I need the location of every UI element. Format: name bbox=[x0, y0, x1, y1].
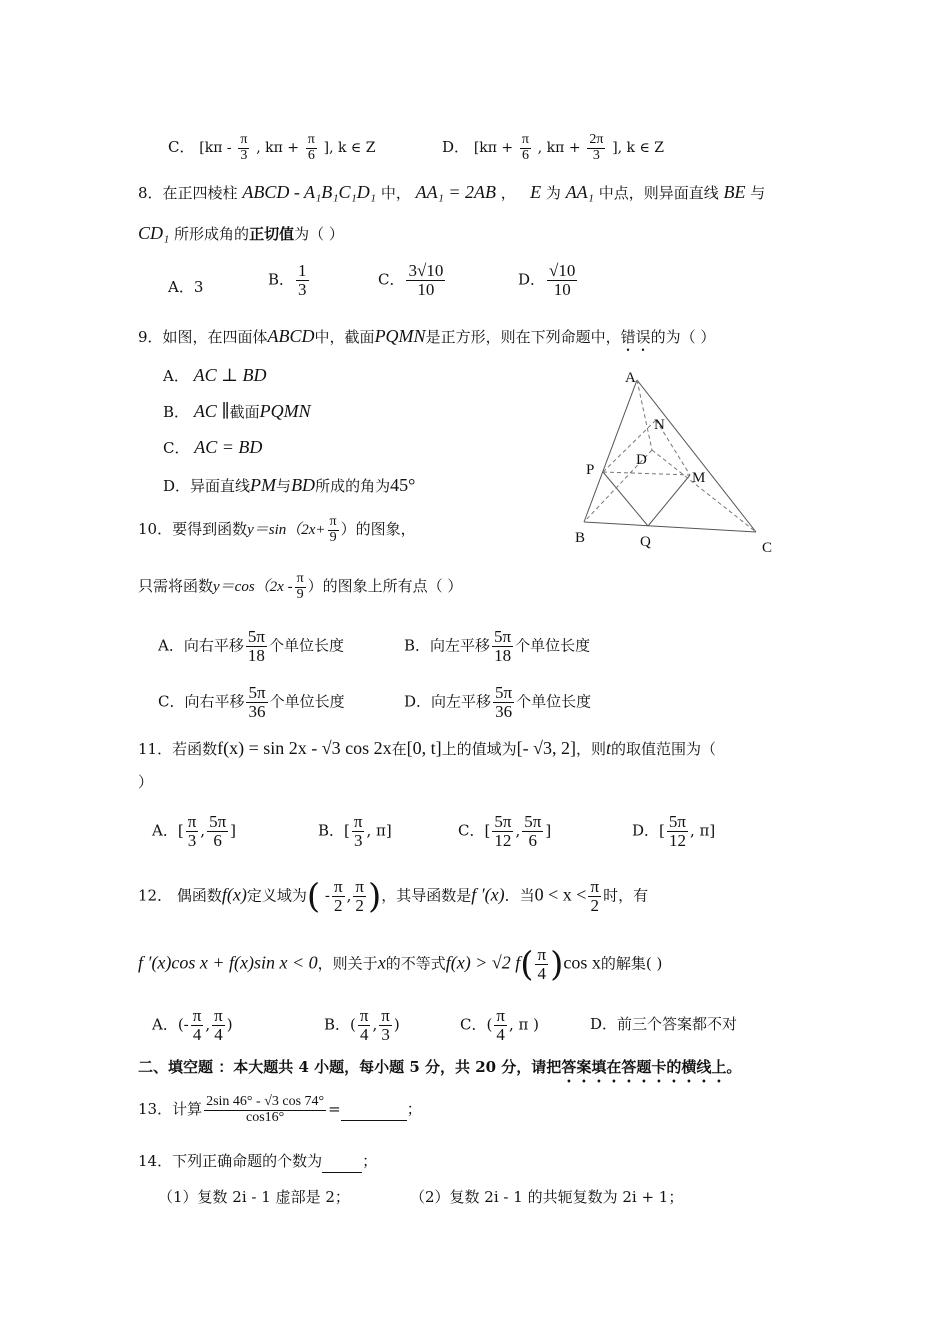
q8-stem-line1: 8．在正四棱柱 ABCD - A₁B₁C₁D₁ 中， AA₁ = 2AB ， E 为 AA₁ 中点，则异面直线 BE 与 bbox=[138, 182, 766, 202]
q9-stem: 9．如图，在四面体ABCD中，截面PQMN是正方形，则在下列命题中，错误的为（ ） bbox=[138, 326, 716, 346]
q9-option-b: B． AC ∥截面PQMN bbox=[163, 401, 311, 421]
q7-option-d: D． [kπ + $\frac{\pi}{6}$ , kπ + $\frac{2\pi}{3}$ ], k ∈ Z bbox=[442, 132, 665, 163]
q11-stem: 11．若函数f(x) = sin 2x - √3 cos 2x在[0, t]上的值域为[- √3, 2]，则t的取值范围为（ bbox=[138, 738, 717, 758]
point-label-m: M bbox=[692, 470, 706, 486]
q11-option-d: D．[ $\frac{5\pi}{12}$ , π] bbox=[632, 812, 716, 850]
q11-stem-tail: ） bbox=[138, 773, 154, 791]
q12-stem-line2: f ′(x)cos x + f(x)sin x < 0，则关于x的不等式f(x) > √2 f( $\frac{\pi}{4}$ )cos x的解集( ) bbox=[138, 944, 663, 985]
q13: 13．计算 $\frac{2\sin 46^\circ - √3 \cos 74^\circ}{\cos 16^\circ}$ = ； bbox=[138, 1094, 422, 1125]
edge-cd bbox=[652, 450, 756, 532]
section-heading: 二、填空题 ：本大题共 4 小题，每小题 5 分，共 20 分，请把答案填在答题卡的横线上。 bbox=[138, 1058, 742, 1076]
q9-option-c: C． AC = BD bbox=[163, 437, 263, 457]
vertex-label-a: A bbox=[625, 370, 636, 386]
edge-pq bbox=[603, 472, 648, 526]
fraction: $\frac{\pi}{6}$ bbox=[521, 132, 529, 163]
edge-bc bbox=[584, 522, 756, 532]
q14-proposition-1: （1）复数 2i - 1 虚部是 2； bbox=[158, 1188, 350, 1206]
q12-option-a: A．(- $\frac{\pi}{4}$ , $\frac{\pi}{4}$ ) bbox=[152, 1006, 233, 1044]
point-label-p: P bbox=[586, 462, 595, 478]
q12-option-b: B．( $\frac{\pi}{4}$ , $\frac{\pi}{3}$ ) bbox=[324, 1006, 400, 1044]
q8-option-d: D． $\frac{√10}{10}$ bbox=[518, 261, 576, 299]
vertex-label-c: C bbox=[762, 540, 773, 556]
tetrahedron-figure bbox=[570, 362, 790, 562]
fraction: $\frac{2\pi}{3}$ bbox=[589, 132, 604, 163]
q10-stem-line1: 10．要得到函数y＝sin（2x+ $\frac{\pi}{9}$ ）的图象， bbox=[138, 514, 416, 545]
fraction: $\frac{2\sin 46^\circ - √3 \cos 74^\circ}{\cos 16^\circ}$ bbox=[206, 1094, 325, 1125]
fraction: $\frac{\pi}{6}$ bbox=[307, 132, 315, 163]
vertex-label-b: B bbox=[575, 530, 586, 546]
edge-ac bbox=[637, 380, 756, 532]
q14-stem: 14．下列正确命题的个数为 ； bbox=[138, 1150, 377, 1173]
q10-option-a: A．向右平移 $\frac{5\pi}{18}$ 个单位长度 bbox=[158, 627, 344, 665]
q12-stem-line1: 12． 偶函数f(x)定义域为( - $\frac{\pi}{2}$ , $\frac{\pi}{2}$ )，其导函数是f ′(x)．当0 < x < $\frac{\pi}{2}$ 时，有 bbox=[138, 876, 649, 917]
q12-option-d: D．前三个答案都不对 bbox=[590, 1015, 738, 1033]
q7-option-c: C． [kπ - $\frac{\pi}{3}$ , kπ + $\frac{\pi}{6}$ ], k ∈ Z bbox=[168, 132, 376, 163]
point-label-q: Q bbox=[640, 534, 651, 550]
q8-option-a: A．3 bbox=[168, 278, 204, 296]
vertex-label-d: D bbox=[636, 452, 647, 468]
edge-pn bbox=[603, 420, 656, 472]
q11-option-b: B．[ $\frac{\pi}{3}$ , π] bbox=[318, 812, 392, 850]
q8-option-c: C． $\frac{3√10}{10}$ bbox=[378, 261, 444, 299]
edge-qm bbox=[648, 475, 690, 526]
q10-stem-line2: 只需将函数y＝cos（2x - $\frac{\pi}{9}$ ）的图象上所有点（ ） bbox=[138, 571, 463, 602]
edge-ab bbox=[584, 380, 637, 522]
q8-stem-line2: CD₁ 所形成角的正切值为（ ） bbox=[138, 223, 344, 243]
q11-option-c: C．[ $\frac{5\pi}{12}$ , $\frac{5\pi}{6}$ ] bbox=[458, 812, 552, 850]
q11-option-a: A．[ $\frac{\pi}{3}$ , $\frac{5\pi}{6}$ ] bbox=[152, 812, 237, 850]
q9-option-a: A． AC ⊥ BD bbox=[163, 365, 267, 385]
q10-option-c: C．向右平移 $\frac{5\pi}{36}$ 个单位长度 bbox=[158, 683, 345, 721]
answer-blank[interactable] bbox=[341, 1098, 407, 1121]
q12-option-c: C．( $\frac{\pi}{4}$ , π ) bbox=[460, 1006, 539, 1044]
q9-option-d: D．异面直线PM与BD所成的角为45° bbox=[163, 475, 416, 495]
q8-option-b: B． $\frac{1}{3}$ bbox=[268, 261, 307, 299]
fraction: $\frac{\pi}{3}$ bbox=[240, 132, 248, 163]
point-label-n: N bbox=[654, 417, 665, 433]
q14-proposition-2: （2）复数 2i - 1 的共轭复数为 2i + 1； bbox=[410, 1188, 684, 1206]
edge-ad bbox=[637, 380, 652, 450]
segment-pm bbox=[603, 472, 690, 475]
answer-blank[interactable] bbox=[322, 1150, 362, 1173]
q10-option-b: B．向左平移 $\frac{5\pi}{18}$ 个单位长度 bbox=[404, 627, 591, 665]
q10-option-d: D．向左平移 $\frac{5\pi}{36}$ 个单位长度 bbox=[404, 683, 592, 721]
